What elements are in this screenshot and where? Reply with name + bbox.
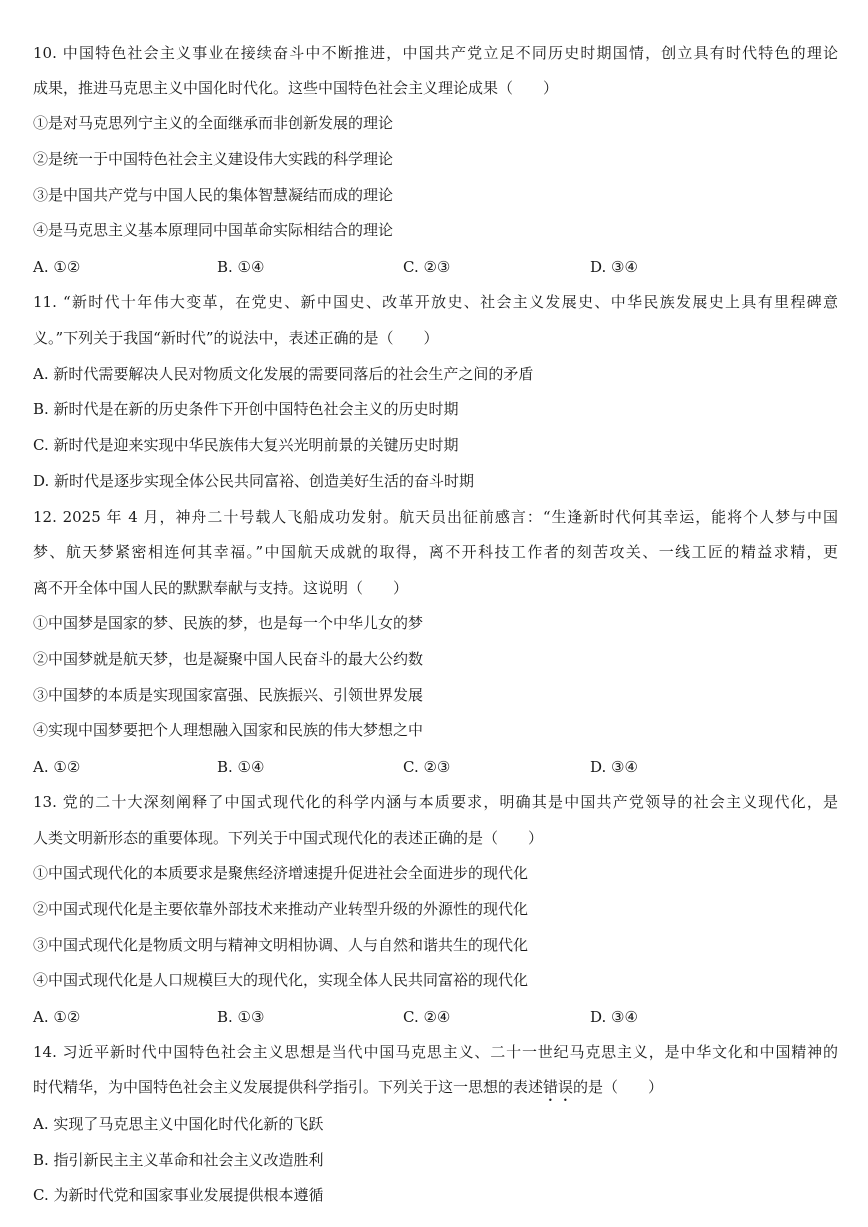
q10-item-1: ①是对马克思列宁主义的全面继承而非创新发展的理论 — [33, 114, 394, 132]
q12-item-3: ③中国梦的本质是实现国家富强、民族振兴、引领世界发展 — [33, 686, 424, 704]
q13-choice-a: A. ①② — [33, 1008, 81, 1026]
q10-item-4: ④是马克思主义基本原理同中国革命实际相结合的理论 — [33, 221, 394, 239]
q12-item-1: ①中国梦是国家的梦、民族的梦，也是每一个中华儿女的梦 — [33, 614, 424, 632]
q10-stem-line-1: 10. 中国特色社会主义事业在接续奋斗中不断推进，中国共产党立足不同历史时期国情，创立具有时代特色的理论 — [33, 44, 838, 62]
q11-option-d: D. 新时代是逐步实现全体公民共同富裕、创造美好生活的奋斗时期 — [33, 472, 475, 490]
q12-stem-line-1: 12. 2025 年 4 月，神舟二十号载人飞船成功发射。航天员出征前感言：“生逢新时代何其幸运，能将个人梦与中国 — [33, 508, 838, 526]
q13-choice-b: B. ①③ — [217, 1008, 265, 1026]
q13-item-1: ①中国式现代化的本质要求是聚焦经济增速提升促进社会全面进步的现代化 — [33, 864, 529, 882]
q12-item-2: ②中国梦就是航天梦，也是凝聚中国人民奋斗的最大公约数 — [33, 650, 424, 668]
q13-stem-line-2: 人类文明新形态的重要体现。下列关于中国式现代化的表述正确的是（ ） — [33, 829, 544, 847]
q11-option-b: B. 新时代是在新的历史条件下开创中国特色社会主义的历史时期 — [33, 400, 459, 418]
q10-choice-c: C. ②③ — [403, 258, 451, 276]
q13-item-4: ④中国式现代化是人口规模巨大的现代化，实现全体人民共同富裕的现代化 — [33, 971, 529, 989]
q14-option-b: B. 指引新民主主义革命和社会主义改造胜利 — [33, 1151, 324, 1169]
q10-choice-d: D. ③④ — [590, 258, 638, 276]
q14-stem-line-1: 14. 习近平新时代中国特色社会主义思想是当代中国马克思主义、二十一世纪马克思主义，是中华文化和中国精神的 — [33, 1043, 838, 1061]
q14-option-c: C. 为新时代党和国家事业发展提供根本遵循 — [33, 1186, 324, 1204]
q11-option-a: A. 新时代需要解决人民对物质文化发展的需要同落后的社会生产之间的矛盾 — [33, 365, 534, 383]
q10-item-2: ②是统一于中国特色社会主义建设伟大实践的科学理论 — [33, 150, 394, 168]
q13-item-3: ③中国式现代化是物质文明与精神文明相协调、人与自然和谐共生的现代化 — [33, 936, 529, 954]
q12-choice-c: C. ②③ — [403, 758, 451, 776]
q12-item-4: ④实现中国梦要把个人理想融入国家和民族的伟大梦想之中 — [33, 721, 424, 739]
q12-stem-line-3: 离不开全体中国人民的默默奉献与支持。这说明（ ） — [33, 579, 409, 597]
q10-stem-line-2: 成果，推进马克思主义中国化时代化。这些中国特色社会主义理论成果（ ） — [33, 79, 559, 97]
q12-choice-b: B. ①④ — [217, 758, 265, 776]
q11-stem-line-2: 义。”下列关于我国“新时代”的说法中，表述正确的是（ ） — [33, 329, 439, 347]
q14-option-a: A. 实现了马克思主义中国化时代化新的飞跃 — [33, 1115, 324, 1133]
q10-choice-b: B. ①④ — [217, 258, 265, 276]
emphasis-mark: 错误 — [543, 1078, 574, 1096]
q11-option-c: C. 新时代是迎来实现中华民族伟大复兴光明前景的关键历史时期 — [33, 436, 459, 454]
q12-choice-a: A. ①② — [33, 758, 81, 776]
q10-choice-a: A. ①② — [33, 258, 81, 276]
q11-stem-line-1: 11. “新时代十年伟大变革，在党史、新中国史、改革开放史、社会主义发展史、中华民族发展史上具有里程碑意 — [33, 293, 838, 311]
q13-item-2: ②中国式现代化是主要依靠外部技术来推动产业转型升级的外源性的现代化 — [33, 900, 529, 918]
q14-stem-line-2: 时代精华，为中国特色社会主义发展提供科学指引。下列关于这一思想的表述错误的是（ ） — [33, 1078, 664, 1096]
q12-stem-line-2: 梦、航天梦紧密相连何其幸福。”中国航天成就的取得，离不开科技工作者的刻苦攻关、一线工匠的精益求精，更 — [33, 543, 838, 561]
q10-item-3: ③是中国共产党与中国人民的集体智慧凝结而成的理论 — [33, 186, 394, 204]
q13-stem-line-1: 13. 党的二十大深刻阐释了中国式现代化的科学内涵与本质要求，明确其是中国共产党领导的社会主义现代化，是 — [33, 793, 838, 811]
q13-choice-c: C. ②④ — [403, 1008, 451, 1026]
q13-choice-d: D. ③④ — [590, 1008, 638, 1026]
q12-choice-d: D. ③④ — [590, 758, 638, 776]
